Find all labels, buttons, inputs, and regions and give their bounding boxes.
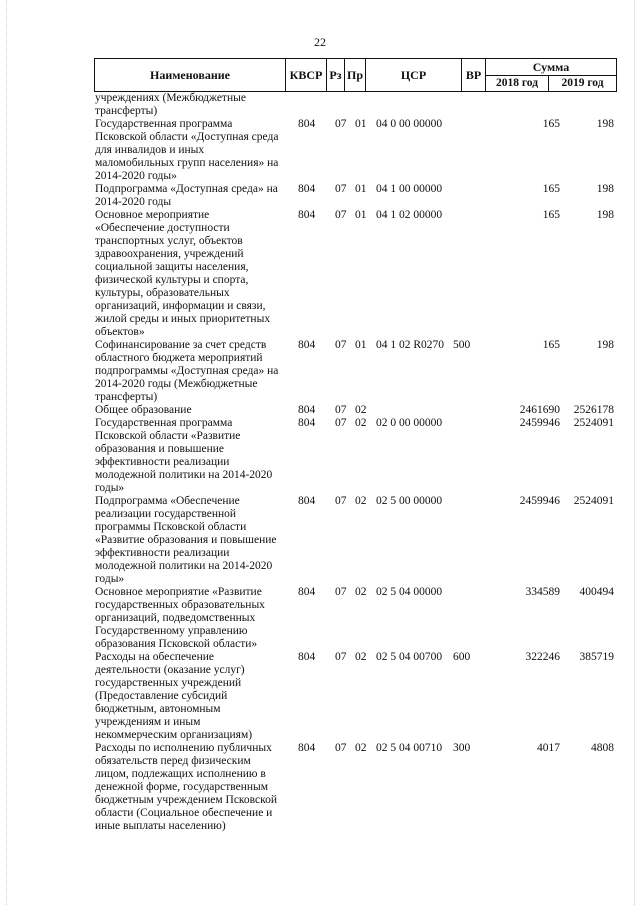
header-kvsr: КВСР <box>286 59 327 92</box>
row-name: Общее образование <box>95 404 192 416</box>
table-row <box>95 742 615 833</box>
row-vr: 300 <box>453 742 471 754</box>
row-kvsr: 804 <box>298 495 316 507</box>
table-row <box>95 209 615 339</box>
row-sum-2019: 2524091 <box>573 495 614 507</box>
left-page-edge <box>6 0 7 905</box>
row-sum-2018: 322246 <box>525 651 560 663</box>
row-kvsr: 804 <box>298 183 316 195</box>
row-csr: 02 5 04 00000 <box>376 586 443 598</box>
row-rz: 07 <box>335 183 347 195</box>
row-rz: 07 <box>335 118 347 130</box>
row-name: Подпрограмма «Обеспечение реализации государственной программы Псковской области «Развитие образования и повышение эффективности реализации молодежной политики на 2014-2020 годы» <box>95 495 277 585</box>
row-sum-2018: 2461690 <box>519 404 560 416</box>
header-csr: ЦСР <box>366 59 462 92</box>
row-sum-2018: 334589 <box>525 586 560 598</box>
row-csr: 02 5 04 00710 <box>376 742 443 754</box>
row-sum-2019: 198 <box>596 209 614 221</box>
row-pr: 02 <box>355 586 367 598</box>
header-sum: Сумма <box>486 59 617 76</box>
row-kvsr: 804 <box>298 404 316 416</box>
header-year-2018: 2018 год <box>486 76 549 92</box>
row-pr: 02 <box>355 404 367 416</box>
row-kvsr: 804 <box>298 209 316 221</box>
row-kvsr: 804 <box>298 742 316 754</box>
row-sum-2018: 165 <box>542 209 560 221</box>
budget-table-body <box>95 92 615 833</box>
table-row <box>95 404 615 417</box>
right-page-edge <box>634 0 635 905</box>
row-name: Основное мероприятие «Развитие государственных образовательных организаций, подведомственных Государственному управлению образования Псковской области» <box>95 586 265 650</box>
row-kvsr: 804 <box>298 118 316 130</box>
row-name: Основное мероприятие «Обеспечение доступности транспортных услуг, объектов здравоохранения, учреждений социальной защиты населения, физической культуры и спорта, культуры, образовательных организаций, информации и связи, жилой среды и иных приоритетных объектов» <box>95 209 271 338</box>
row-pr: 02 <box>355 742 367 754</box>
row-rz: 07 <box>335 417 347 429</box>
row-rz: 07 <box>335 495 347 507</box>
row-sum-2018: 2459946 <box>519 495 560 507</box>
row-pr: 01 <box>355 339 367 351</box>
header-pr: Пр <box>345 59 366 92</box>
row-sum-2018: 4017 <box>537 742 560 754</box>
header-year-2019: 2019 год <box>549 76 617 92</box>
row-pr: 01 <box>355 209 367 221</box>
page-number: 22 <box>314 35 326 49</box>
row-kvsr: 804 <box>298 586 316 598</box>
row-name: Расходы по исполнению публичных обязательств перед физическим лицом, подлежащих исполнению в денежной форме, государственным бюджетным учреждением Псковской области (Социальное обеспечение и иные выплаты населению) <box>95 742 278 832</box>
table-header <box>94 58 617 92</box>
row-sum-2019: 4808 <box>591 742 614 754</box>
row-csr: 04 1 02 R0270 <box>376 339 445 351</box>
row-sum-2018: 165 <box>542 183 560 195</box>
row-csr: 04 1 00 00000 <box>376 183 443 195</box>
row-sum-2019: 2524091 <box>573 417 614 429</box>
row-pr: 02 <box>355 651 367 663</box>
row-kvsr: 804 <box>298 651 316 663</box>
row-vr: 600 <box>453 651 471 663</box>
row-csr: 02 5 00 00000 <box>376 495 443 507</box>
row-rz: 07 <box>335 651 347 663</box>
row-pr: 01 <box>355 183 367 195</box>
table-row <box>95 92 615 118</box>
table-row <box>95 586 615 651</box>
row-name: Софинансирование за счет средств областного бюджета мероприятий подпрограммы «Доступная среда» на 2014-2020 годы (Межбюджетные трансферты) <box>95 339 279 403</box>
row-kvsr: 804 <box>298 417 316 429</box>
table-row <box>95 417 615 495</box>
header-rz: Рз <box>327 59 345 92</box>
row-sum-2019: 2526178 <box>573 404 614 416</box>
row-pr: 02 <box>355 417 367 429</box>
table-row <box>95 118 615 183</box>
row-sum-2018: 2459946 <box>519 417 560 429</box>
row-csr: 02 0 00 00000 <box>376 417 443 429</box>
row-rz: 07 <box>335 742 347 754</box>
row-name: Подпрограмма «Доступная среда» на 2014-2020 годы <box>95 183 278 208</box>
row-rz: 07 <box>335 339 347 351</box>
row-name: Расходы на обеспечение деятельности (оказание услуг) государственных учреждений (Предоставление субсидий бюджетным, автономным учреждениям и иным некоммерческим организациям) <box>95 651 253 741</box>
row-csr: 04 0 00 00000 <box>376 118 443 130</box>
row-sum-2019: 400494 <box>579 586 614 598</box>
row-sum-2019: 198 <box>596 183 614 195</box>
row-sum-2019: 198 <box>596 118 614 130</box>
row-name: учреждениях (Межбюджетные трансферты) <box>95 92 246 117</box>
table-row <box>95 339 615 404</box>
row-rz: 07 <box>335 586 347 598</box>
row-sum-2018: 165 <box>542 339 560 351</box>
row-sum-2019: 385719 <box>579 651 614 663</box>
table-row <box>95 183 615 209</box>
row-csr: 04 1 02 00000 <box>376 209 443 221</box>
header-name: Наименование <box>95 59 286 92</box>
row-kvsr: 804 <box>298 339 316 351</box>
table-row <box>95 495 615 586</box>
row-name: Государственная программа Псковской области «Доступная среда для инвалидов и иных маломобильных групп населения» на 2014-2020 годы» <box>95 118 279 182</box>
row-name: Государственная программа Псковской области «Развитие образования и повышение эффективности реализации молодежной политики на 2014-2020 годы» <box>95 417 273 494</box>
row-rz: 07 <box>335 404 347 416</box>
row-pr: 02 <box>355 495 367 507</box>
row-pr: 01 <box>355 118 367 130</box>
table-row <box>95 651 615 742</box>
row-csr: 02 5 04 00700 <box>376 651 443 663</box>
row-vr: 500 <box>453 339 471 351</box>
row-sum-2018: 165 <box>542 118 560 130</box>
header-vr: ВР <box>462 59 486 92</box>
row-rz: 07 <box>335 209 347 221</box>
row-sum-2019: 198 <box>596 339 614 351</box>
